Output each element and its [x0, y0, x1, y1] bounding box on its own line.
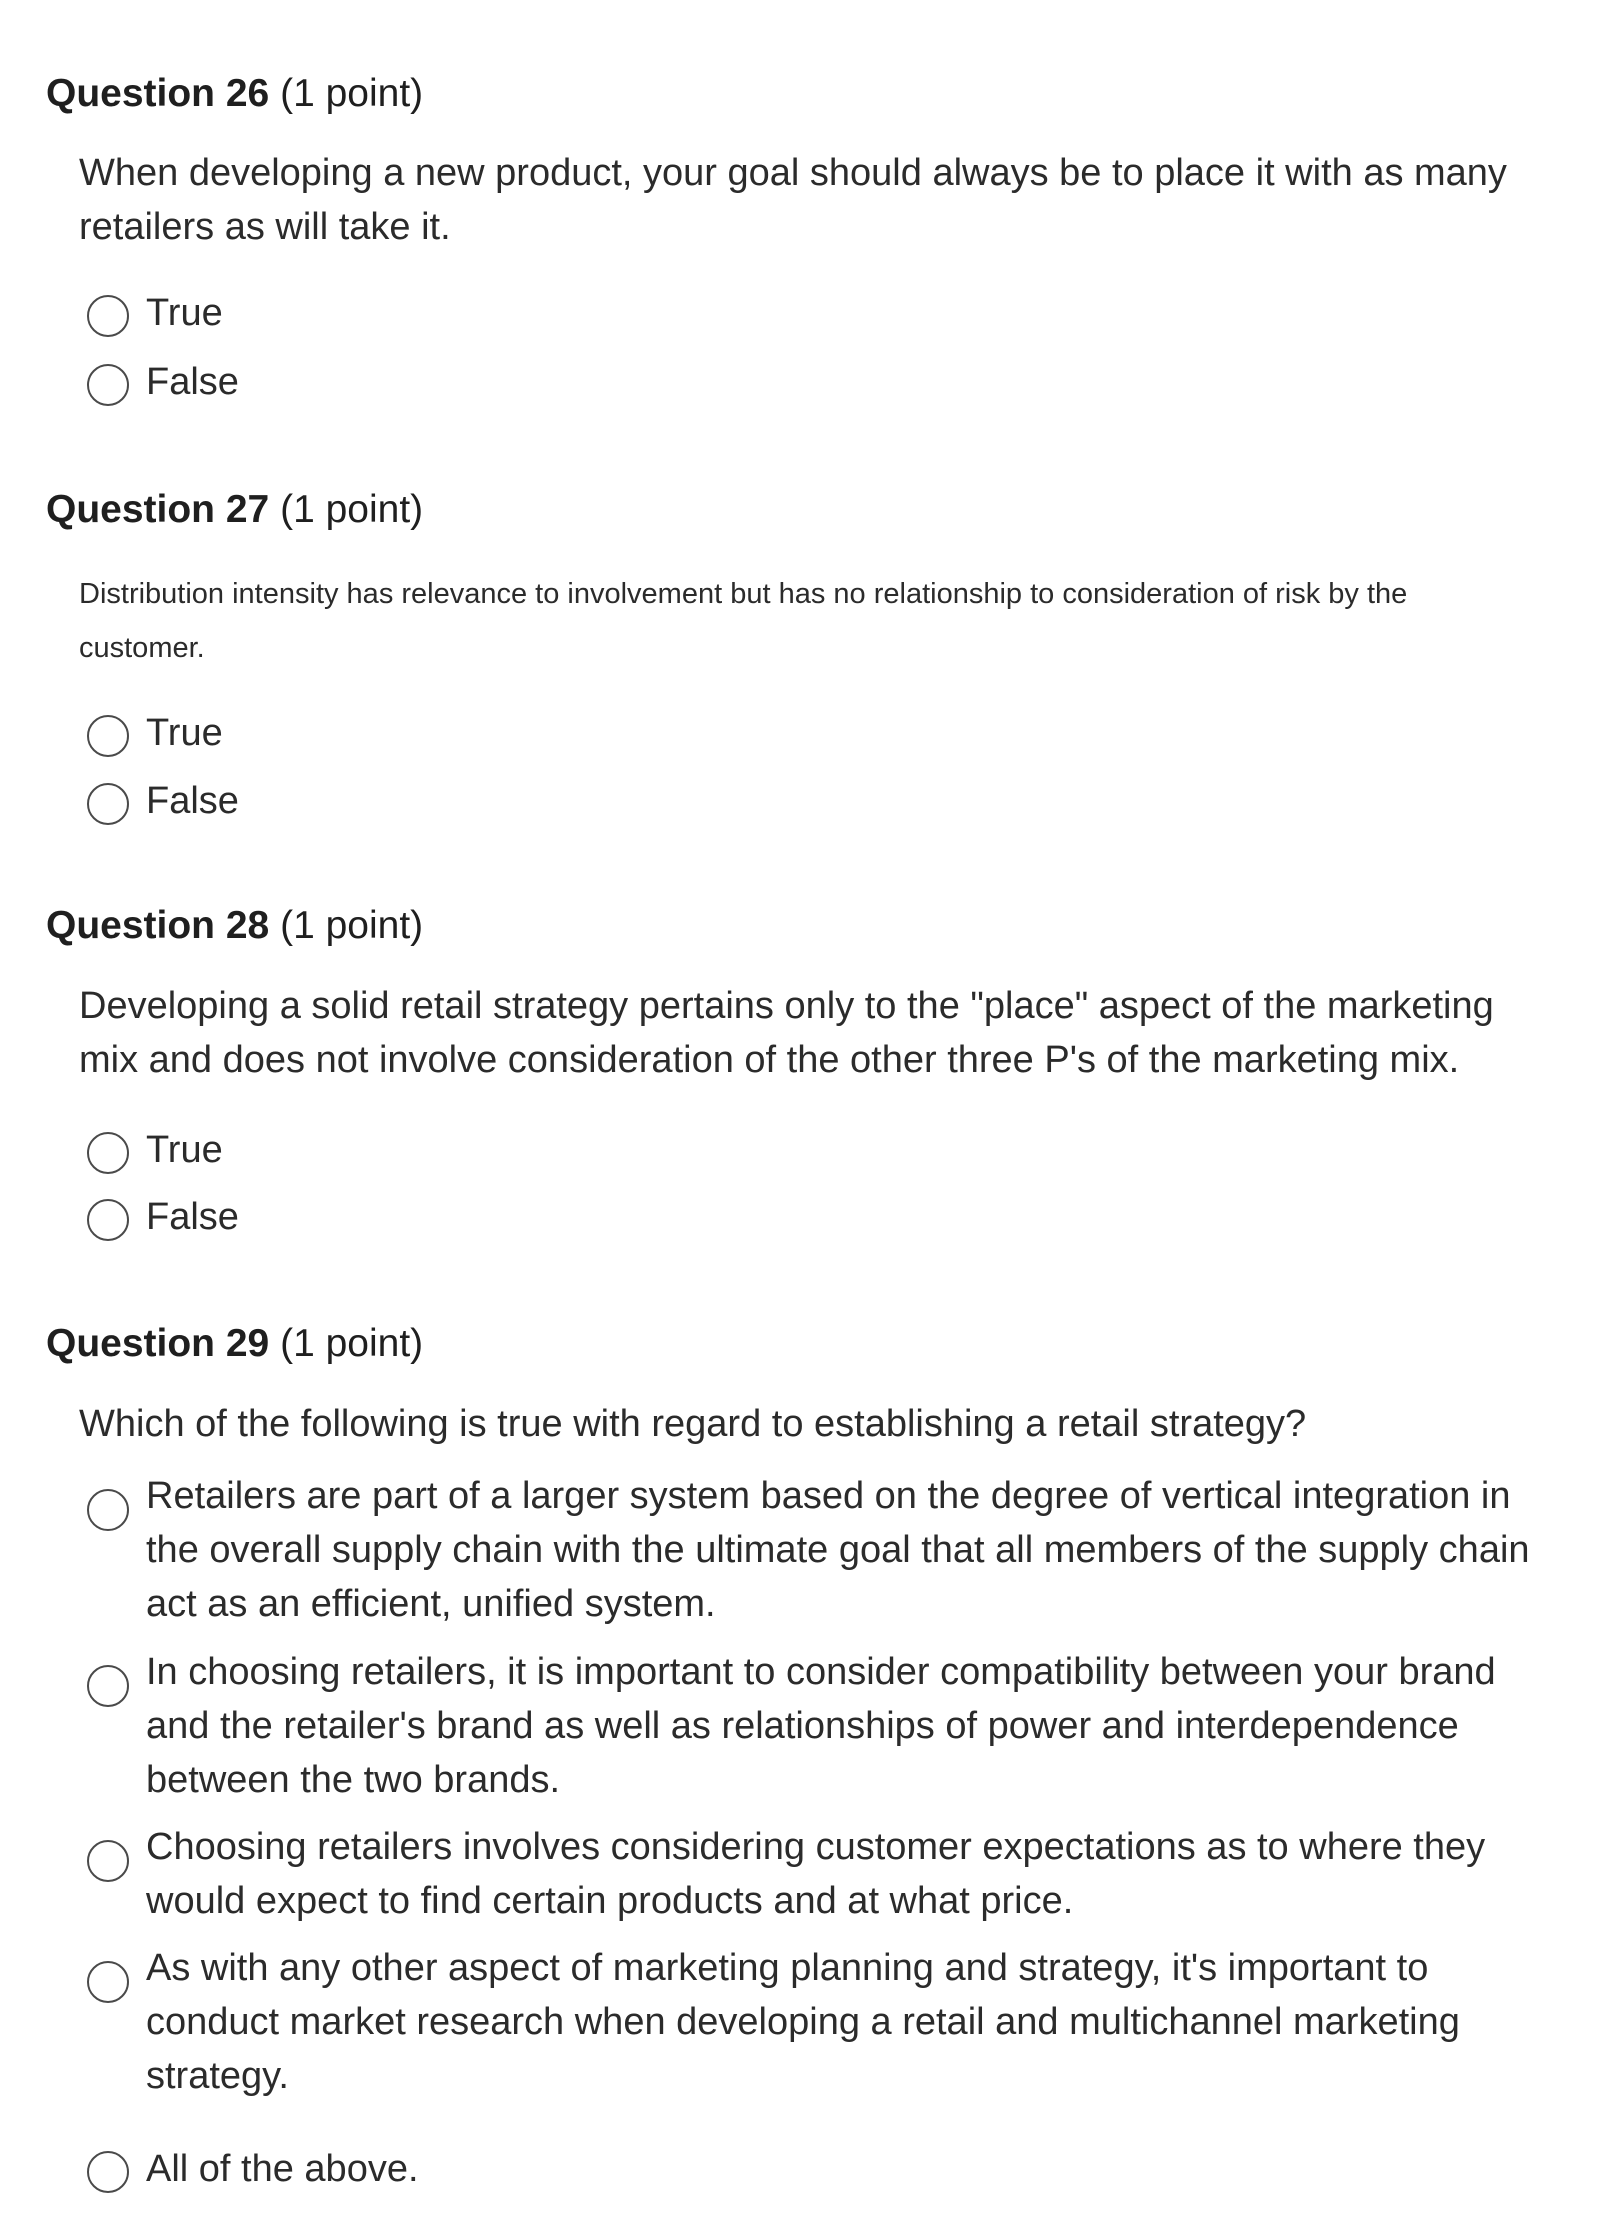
radio-button[interactable]: [87, 1665, 129, 1707]
radio-button[interactable]: [87, 1199, 129, 1241]
question-header: [46, 486, 423, 534]
question-points: (1 point): [280, 488, 424, 531]
option-vertical-integration[interactable]: [87, 1469, 1547, 1631]
option-label: All of the above.: [146, 2148, 419, 2190]
question-text: Distribution intensity has relevance to involvement but has no relationship to consideration of risk by the customer.: [79, 578, 1408, 664]
question-header: [46, 70, 423, 118]
radio-button[interactable]: [87, 1489, 129, 1531]
option-label: True: [146, 712, 223, 754]
radio-button[interactable]: [87, 1132, 129, 1174]
radio-button[interactable]: [87, 715, 129, 757]
question-header: [46, 902, 423, 950]
option-label: In choosing retailers, it is important to consider compatibility between your brand and the retailer's brand as well as relationships of power and interdependence between the two brands.: [146, 1651, 1496, 1801]
radio-button[interactable]: [87, 364, 129, 406]
option-label: Retailers are part of a larger system based on the degree of vertical integration in the overall supply chain with the ultimate goal that all members of the supply chain act as an efficient, unified system.: [146, 1475, 1530, 1625]
question-number: Question 26: [46, 72, 270, 115]
option-customer-expectations[interactable]: [87, 1820, 1547, 1928]
option-label: False: [146, 1196, 239, 1238]
radio-button[interactable]: [87, 783, 129, 825]
question-text: Developing a solid retail strategy pertains only to the "place" aspect of the marketing mix and does not involve consideration of the other three P's of the marketing mix.: [79, 985, 1494, 1081]
question-number: Question 29: [46, 1322, 270, 1365]
radio-button[interactable]: [87, 295, 129, 337]
question-header: [46, 1320, 423, 1368]
option-true[interactable]: [87, 292, 1547, 340]
option-label: As with any other aspect of marketing planning and strategy, it's important to conduct market research when developing a retail and multichannel marketing strategy.: [146, 1947, 1460, 2097]
question-number: Question 27: [46, 488, 270, 531]
option-label: True: [146, 1129, 223, 1171]
option-market-research[interactable]: [87, 1941, 1547, 2103]
radio-button[interactable]: [87, 1840, 129, 1882]
option-false[interactable]: [87, 361, 1547, 409]
question-text: When developing a new product, your goal should always be to place it with as many retailers as will take it.: [79, 152, 1507, 248]
radio-button[interactable]: [87, 1961, 129, 2003]
option-false[interactable]: [87, 1196, 1547, 1244]
question-points: (1 point): [280, 904, 424, 947]
question-points: (1 point): [280, 72, 424, 115]
option-true[interactable]: [87, 1129, 1547, 1177]
question-number: Question 28: [46, 904, 270, 947]
option-label: False: [146, 361, 239, 403]
option-label: False: [146, 780, 239, 822]
question-points: (1 point): [280, 1322, 424, 1365]
option-brand-compatibility[interactable]: [87, 1645, 1547, 1807]
question-text: Which of the following is true with regard to establishing a retail strategy?: [79, 1403, 1307, 1445]
option-label: True: [146, 292, 223, 334]
option-all-of-the-above[interactable]: [87, 2148, 1547, 2196]
radio-button[interactable]: [87, 2151, 129, 2193]
option-true[interactable]: [87, 712, 1547, 760]
option-false[interactable]: [87, 780, 1547, 828]
option-label: Choosing retailers involves considering customer expectations as to where they would expect to find certain products and at what price.: [146, 1826, 1486, 1922]
